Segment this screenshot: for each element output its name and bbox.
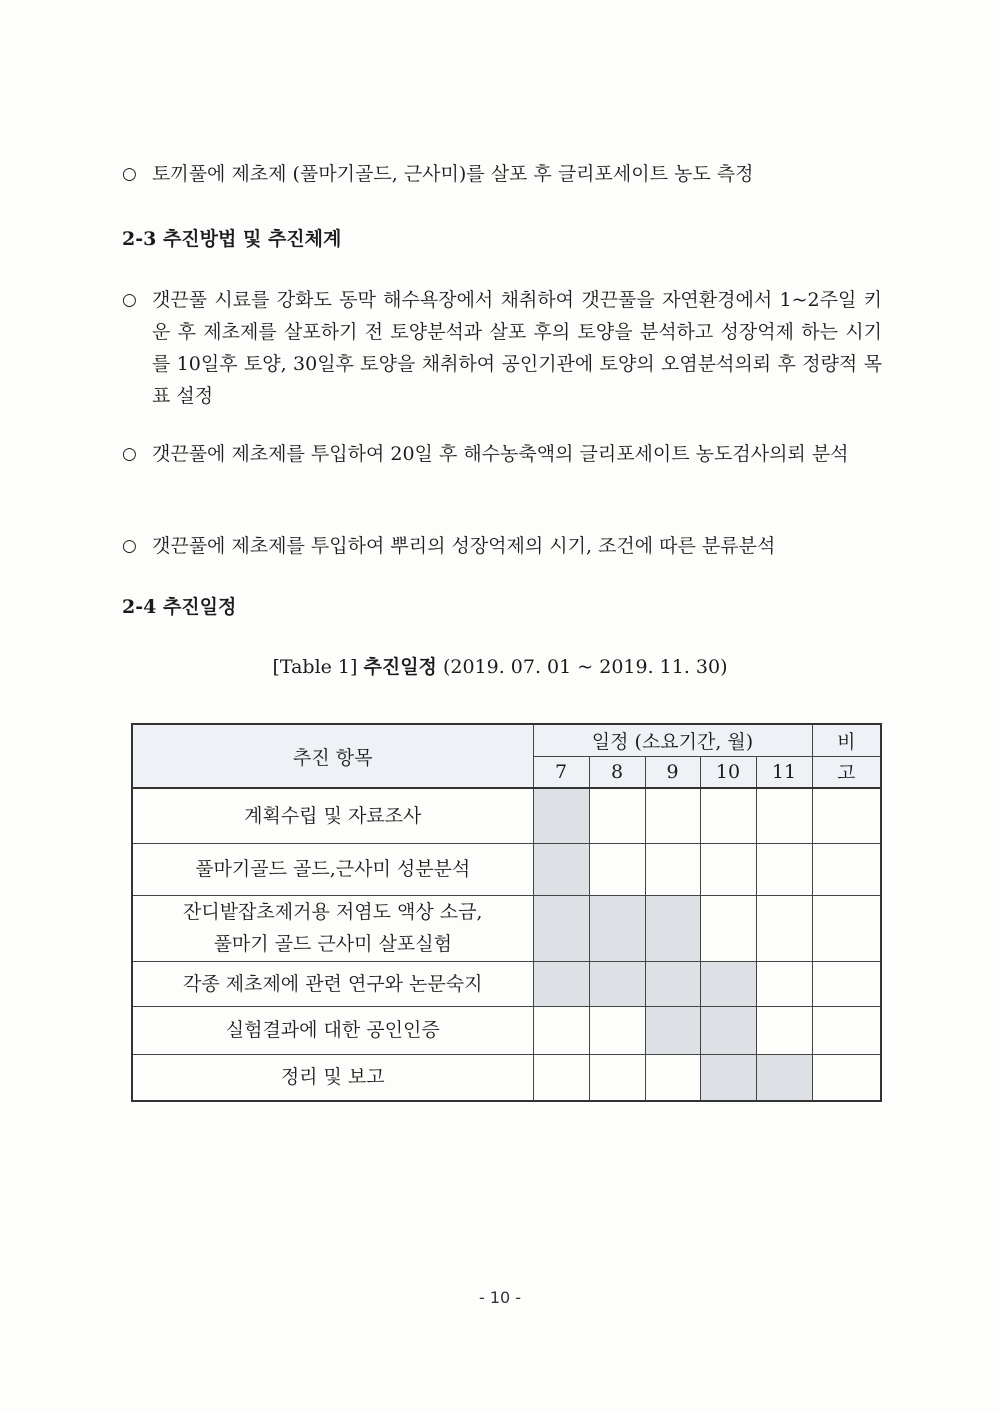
header-schedule: 일정 (소요기간, 월) xyxy=(533,724,812,756)
schedule-cell xyxy=(589,788,645,843)
schedule-cell xyxy=(533,1054,589,1101)
caption-title: 추진일정 xyxy=(363,656,437,678)
bullet-text: 갯끈풀 시료를 강화도 동막 해수욕장에서 채취하여 갯끈풀을 자연환경에서 1~2주일 키운 후 제초제를 살포하기 전 토양분석과 살포 후의 토양을 분석하고 성장억제 하는 시기를 10일후 토양, 30일후 토양을 채취하여 공인기관에 토양의 오염분석의뢰 후 정량적 목표 설정 xyxy=(152,289,882,407)
schedule-cell-active xyxy=(645,1006,700,1054)
header-note-top: 비 xyxy=(812,724,881,756)
method-bullet-1 xyxy=(122,284,882,412)
table-row xyxy=(132,1006,881,1054)
intro-bullet xyxy=(122,158,882,190)
schedule-cell-active xyxy=(645,895,700,961)
bullet-text: 갯끈풀에 제초제를 투입하여 뿌리의 성장억제의 시기, 조건에 따른 분류분석 xyxy=(152,535,776,557)
schedule-cell-active xyxy=(700,961,756,1006)
schedule-cell-active xyxy=(645,961,700,1006)
schedule-cell-active xyxy=(700,1054,756,1101)
schedule-cell xyxy=(645,843,700,895)
schedule-cell-active xyxy=(533,895,589,961)
table-row xyxy=(132,843,881,895)
table-caption xyxy=(0,652,1000,682)
table-row xyxy=(132,961,881,1006)
item-cell xyxy=(132,843,533,895)
bullet-text: 갯끈풀에 제초제를 투입하여 20일 후 해수농축액의 글리포세이트 농도검사의뢰 분석 xyxy=(152,443,849,465)
note-cell xyxy=(812,961,881,1006)
section-heading-2-3: 2-3 추진방법 및 추진체계 xyxy=(122,228,342,250)
header-note-bottom: 고 xyxy=(812,756,881,788)
schedule-cell xyxy=(756,788,812,843)
note-cell xyxy=(812,843,881,895)
schedule-cell xyxy=(700,788,756,843)
header-item: 추진 항목 xyxy=(132,724,533,788)
schedule-cell-active xyxy=(700,1006,756,1054)
method-bullet-3 xyxy=(122,530,882,562)
schedule-cell-active xyxy=(589,895,645,961)
item-line: 풀마기골드 골드,근사미 성분분석 xyxy=(195,858,471,880)
item-cell xyxy=(132,788,533,843)
schedule-cell xyxy=(533,1006,589,1054)
note-cell xyxy=(812,788,881,843)
month-header: 10 xyxy=(700,756,756,788)
schedule-cell-active xyxy=(533,961,589,1006)
month-header: 11 xyxy=(756,756,812,788)
schedule-body xyxy=(132,788,881,1101)
item-line: 잔디밭잡초제거용 저염도 액상 소금, xyxy=(183,901,483,923)
item-line: 실험결과에 대한 공인인증 xyxy=(225,1019,440,1041)
schedule-cell xyxy=(589,1006,645,1054)
schedule-cell xyxy=(645,1054,700,1101)
schedule-cell xyxy=(700,843,756,895)
method-bullet-2 xyxy=(122,438,882,470)
table-row xyxy=(132,788,881,843)
schedule-cell-active xyxy=(533,788,589,843)
schedule-cell xyxy=(645,788,700,843)
note-cell xyxy=(812,1006,881,1054)
schedule-cell-active xyxy=(533,843,589,895)
note-cell xyxy=(812,895,881,961)
bullet-text: 토끼풀에 제초제 (풀마기골드, 근사미)를 살포 후 글리포세이트 농도 측정 xyxy=(152,163,754,185)
caption-label: [Table 1] xyxy=(272,656,358,678)
item-line: 계획수립 및 자료조사 xyxy=(244,804,422,827)
table-row xyxy=(132,895,881,961)
item-line: 풀마기 골드 근사미 살포실험 xyxy=(213,933,452,955)
month-header: 8 xyxy=(589,756,645,788)
caption-period: (2019. 07. 01 ~ 2019. 11. 30) xyxy=(442,656,728,678)
note-cell xyxy=(812,1054,881,1101)
section-heading-2-4: 2-4 추진일정 xyxy=(122,596,237,618)
schedule-cell xyxy=(756,895,812,961)
page-number: - 10 - xyxy=(478,1288,522,1307)
schedule-cell xyxy=(589,1054,645,1101)
bullet-mark: ○ xyxy=(122,290,137,310)
schedule-cell xyxy=(589,843,645,895)
schedule-cell-active xyxy=(756,1054,812,1101)
schedule-cell xyxy=(756,843,812,895)
bullet-mark: ○ xyxy=(122,164,137,184)
item-cell xyxy=(132,961,533,1006)
bullet-mark: ○ xyxy=(122,536,137,556)
item-cell xyxy=(132,1006,533,1054)
item-line: 각종 제초제에 관련 연구와 논문숙지 xyxy=(183,972,483,995)
schedule-cell-active xyxy=(589,961,645,1006)
schedule-cell xyxy=(756,1006,812,1054)
item-line: 정리 및 보고 xyxy=(280,1066,385,1089)
item-cell xyxy=(132,1054,533,1101)
month-header: 9 xyxy=(645,756,700,788)
schedule-cell xyxy=(700,895,756,961)
bullet-mark: ○ xyxy=(122,444,137,464)
item-cell xyxy=(132,895,533,961)
table-row xyxy=(132,1054,881,1101)
schedule-cell xyxy=(756,961,812,1006)
month-header: 7 xyxy=(533,756,589,788)
schedule-table xyxy=(131,723,882,1102)
